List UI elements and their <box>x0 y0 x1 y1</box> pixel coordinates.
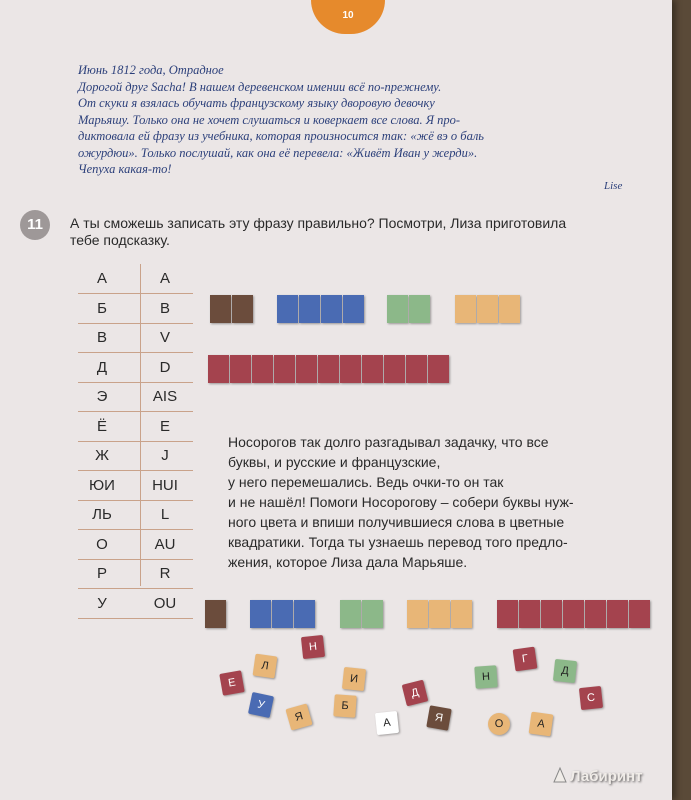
alphabet-ru-letter: Ё <box>96 417 107 435</box>
letter-tile[interactable]: И <box>342 667 366 691</box>
answer-square <box>340 600 361 628</box>
answer-square <box>541 600 562 628</box>
alphabet-fr-letter: E <box>159 417 170 435</box>
alphabet-fr-letter: L <box>160 506 170 523</box>
letter-tile[interactable]: Д <box>402 680 429 707</box>
answer-square <box>274 355 295 383</box>
answer-square <box>299 295 320 323</box>
letter-tile[interactable]: А <box>529 712 554 737</box>
task-number-badge: 11 <box>20 210 50 240</box>
story-text <box>228 432 648 572</box>
letter-tile[interactable]: Б <box>333 694 356 717</box>
alphabet-ru-letter: У <box>97 594 107 612</box>
alphabet-row-divider <box>78 529 193 530</box>
alphabet-fr-letter: V <box>159 329 170 346</box>
answer-square <box>429 600 450 628</box>
alphabet-fr-letter: D <box>159 358 171 376</box>
answer-square <box>428 355 449 383</box>
alphabet-ru-letter: ЛЬ <box>92 506 112 523</box>
alphabet-ru-letter: Ж <box>95 447 109 464</box>
answer-square <box>585 600 606 628</box>
alphabet-fr-letter: J <box>161 447 169 464</box>
alphabet-column-divider <box>140 264 141 586</box>
answer-square <box>607 600 628 628</box>
alphabet-fr-letter: A <box>159 270 170 287</box>
answer-square <box>409 295 430 323</box>
alphabet-row-divider <box>78 470 193 471</box>
alphabet-row-divider <box>78 323 193 324</box>
labirint-logo-icon <box>552 766 568 784</box>
answer-square <box>563 600 584 628</box>
letter-line: диктовала ей фразу из учебника, которая произносится так: «жё вэ о баль <box>78 129 484 143</box>
answer-square <box>451 600 472 628</box>
page-number: 10 <box>342 10 354 21</box>
story-line: ного цвета и впиши получившиеся слова в цветные <box>228 514 565 530</box>
answer-square <box>343 295 364 323</box>
alphabet-fr-letter: AU <box>154 535 176 553</box>
letter-line: ожурдюи». Только послушай, как она её перевела: «Живёт Иван у жерди». <box>78 145 478 160</box>
answer-square <box>407 600 428 628</box>
letter-signature: Lise <box>604 180 623 192</box>
answer-square <box>406 355 427 383</box>
alphabet-row-divider <box>78 441 193 442</box>
letter-tile[interactable]: Н <box>474 665 497 688</box>
alphabet-fr-letter: OU <box>153 594 177 612</box>
alphabet-fr-letter: HUI <box>152 476 178 494</box>
story-line: и не нашёл! Помоги Носорогову – собери буквы нуж- <box>228 494 574 510</box>
alphabet-ru-letter: В <box>96 329 107 346</box>
alphabet-row-divider <box>78 293 193 294</box>
letter-line: Дорогой друг Sacha! В нашем деревенском имении всё по-прежнему. <box>78 79 442 94</box>
letter-tile[interactable]: Я <box>426 705 451 730</box>
alphabet-ru-letter: А <box>96 270 107 287</box>
story-line: Носорогов так долго разгадывал задачку, что все <box>228 434 549 450</box>
answer-square <box>499 295 520 323</box>
answer-square <box>362 600 383 628</box>
answer-square <box>296 355 317 383</box>
story-line: жения, которое Лиза дала Марьяше. <box>228 554 468 570</box>
letter-tile[interactable]: Я <box>285 703 312 730</box>
alphabet-fr-letter: AIS <box>152 388 178 405</box>
story-line: буквы, и русские и французские, <box>228 454 441 470</box>
alphabet-row-divider <box>78 382 193 383</box>
letter-tile[interactable]: Н <box>301 635 325 659</box>
answer-square <box>629 600 650 628</box>
alphabet-row-divider <box>78 352 193 353</box>
letter-tile[interactable]: Д <box>553 659 577 683</box>
alphabet-fr-letter: B <box>159 299 170 317</box>
letter-text <box>78 62 638 178</box>
alphabet-ru-letter: ЮИ <box>89 476 115 494</box>
answer-square <box>232 295 253 323</box>
letter-tile[interactable]: Е <box>219 670 244 695</box>
alphabet-ru-letter: О <box>96 535 108 553</box>
alphabet-ru-letter: Э <box>96 388 108 405</box>
task-text <box>70 215 630 249</box>
story-line: квадратики. Тогда ты узнаешь перевод того предло- <box>228 534 568 550</box>
answer-square <box>455 295 476 323</box>
alphabet-row-divider <box>78 618 193 619</box>
alphabet-row-divider <box>78 411 193 412</box>
letter-line: Июнь 1812 года, Отрадное <box>78 63 224 77</box>
answer-square <box>362 355 383 383</box>
letter-tile[interactable]: Г <box>513 647 538 672</box>
answer-square <box>205 600 226 628</box>
answer-square <box>384 355 405 383</box>
answer-square <box>340 355 361 383</box>
alphabet-ru-letter: Б <box>97 299 107 317</box>
letter-tile[interactable]: У <box>248 692 274 718</box>
letter-line: Марьяшу. Только она не хочет слушаться и коверкает все слова. Я про- <box>78 112 460 127</box>
answer-square <box>272 600 293 628</box>
alphabet-row-divider <box>78 559 193 560</box>
alphabet-fr-letter: R <box>159 565 171 582</box>
answer-square <box>208 355 229 383</box>
letter-tile[interactable]: С <box>579 686 603 710</box>
letter-line: Чепуха какая-то! <box>78 162 172 176</box>
alphabet-ru-letter: Р <box>96 565 107 582</box>
answer-square <box>497 600 518 628</box>
answer-square <box>277 295 298 323</box>
answer-square <box>230 355 251 383</box>
answer-square <box>252 355 273 383</box>
answer-square <box>387 295 408 323</box>
letter-tile[interactable]: О <box>488 713 511 736</box>
letter-line: От скуки я взялась обучать французскому языку дворовую девочку <box>78 96 435 110</box>
story-line: у него перемешались. Ведь очки-то он так <box>228 474 504 490</box>
answer-square <box>294 600 315 628</box>
alphabet-ru-letter: Д <box>96 358 108 376</box>
alphabet-row-divider <box>78 588 193 589</box>
answer-square <box>210 295 231 323</box>
answer-square <box>519 600 540 628</box>
letter-tile[interactable]: Л <box>253 654 278 679</box>
answer-square <box>477 295 498 323</box>
answer-square <box>321 295 342 323</box>
answer-square <box>318 355 339 383</box>
letter-tile[interactable]: А <box>375 711 399 735</box>
watermark: Лабиринт <box>570 768 643 785</box>
task-line: тебе подсказку. <box>70 232 170 248</box>
task-line: А ты сможешь записать эту фразу правильно? Посмотри, Лиза приготовила <box>70 215 567 231</box>
answer-square <box>250 600 271 628</box>
alphabet-row-divider <box>78 500 193 501</box>
